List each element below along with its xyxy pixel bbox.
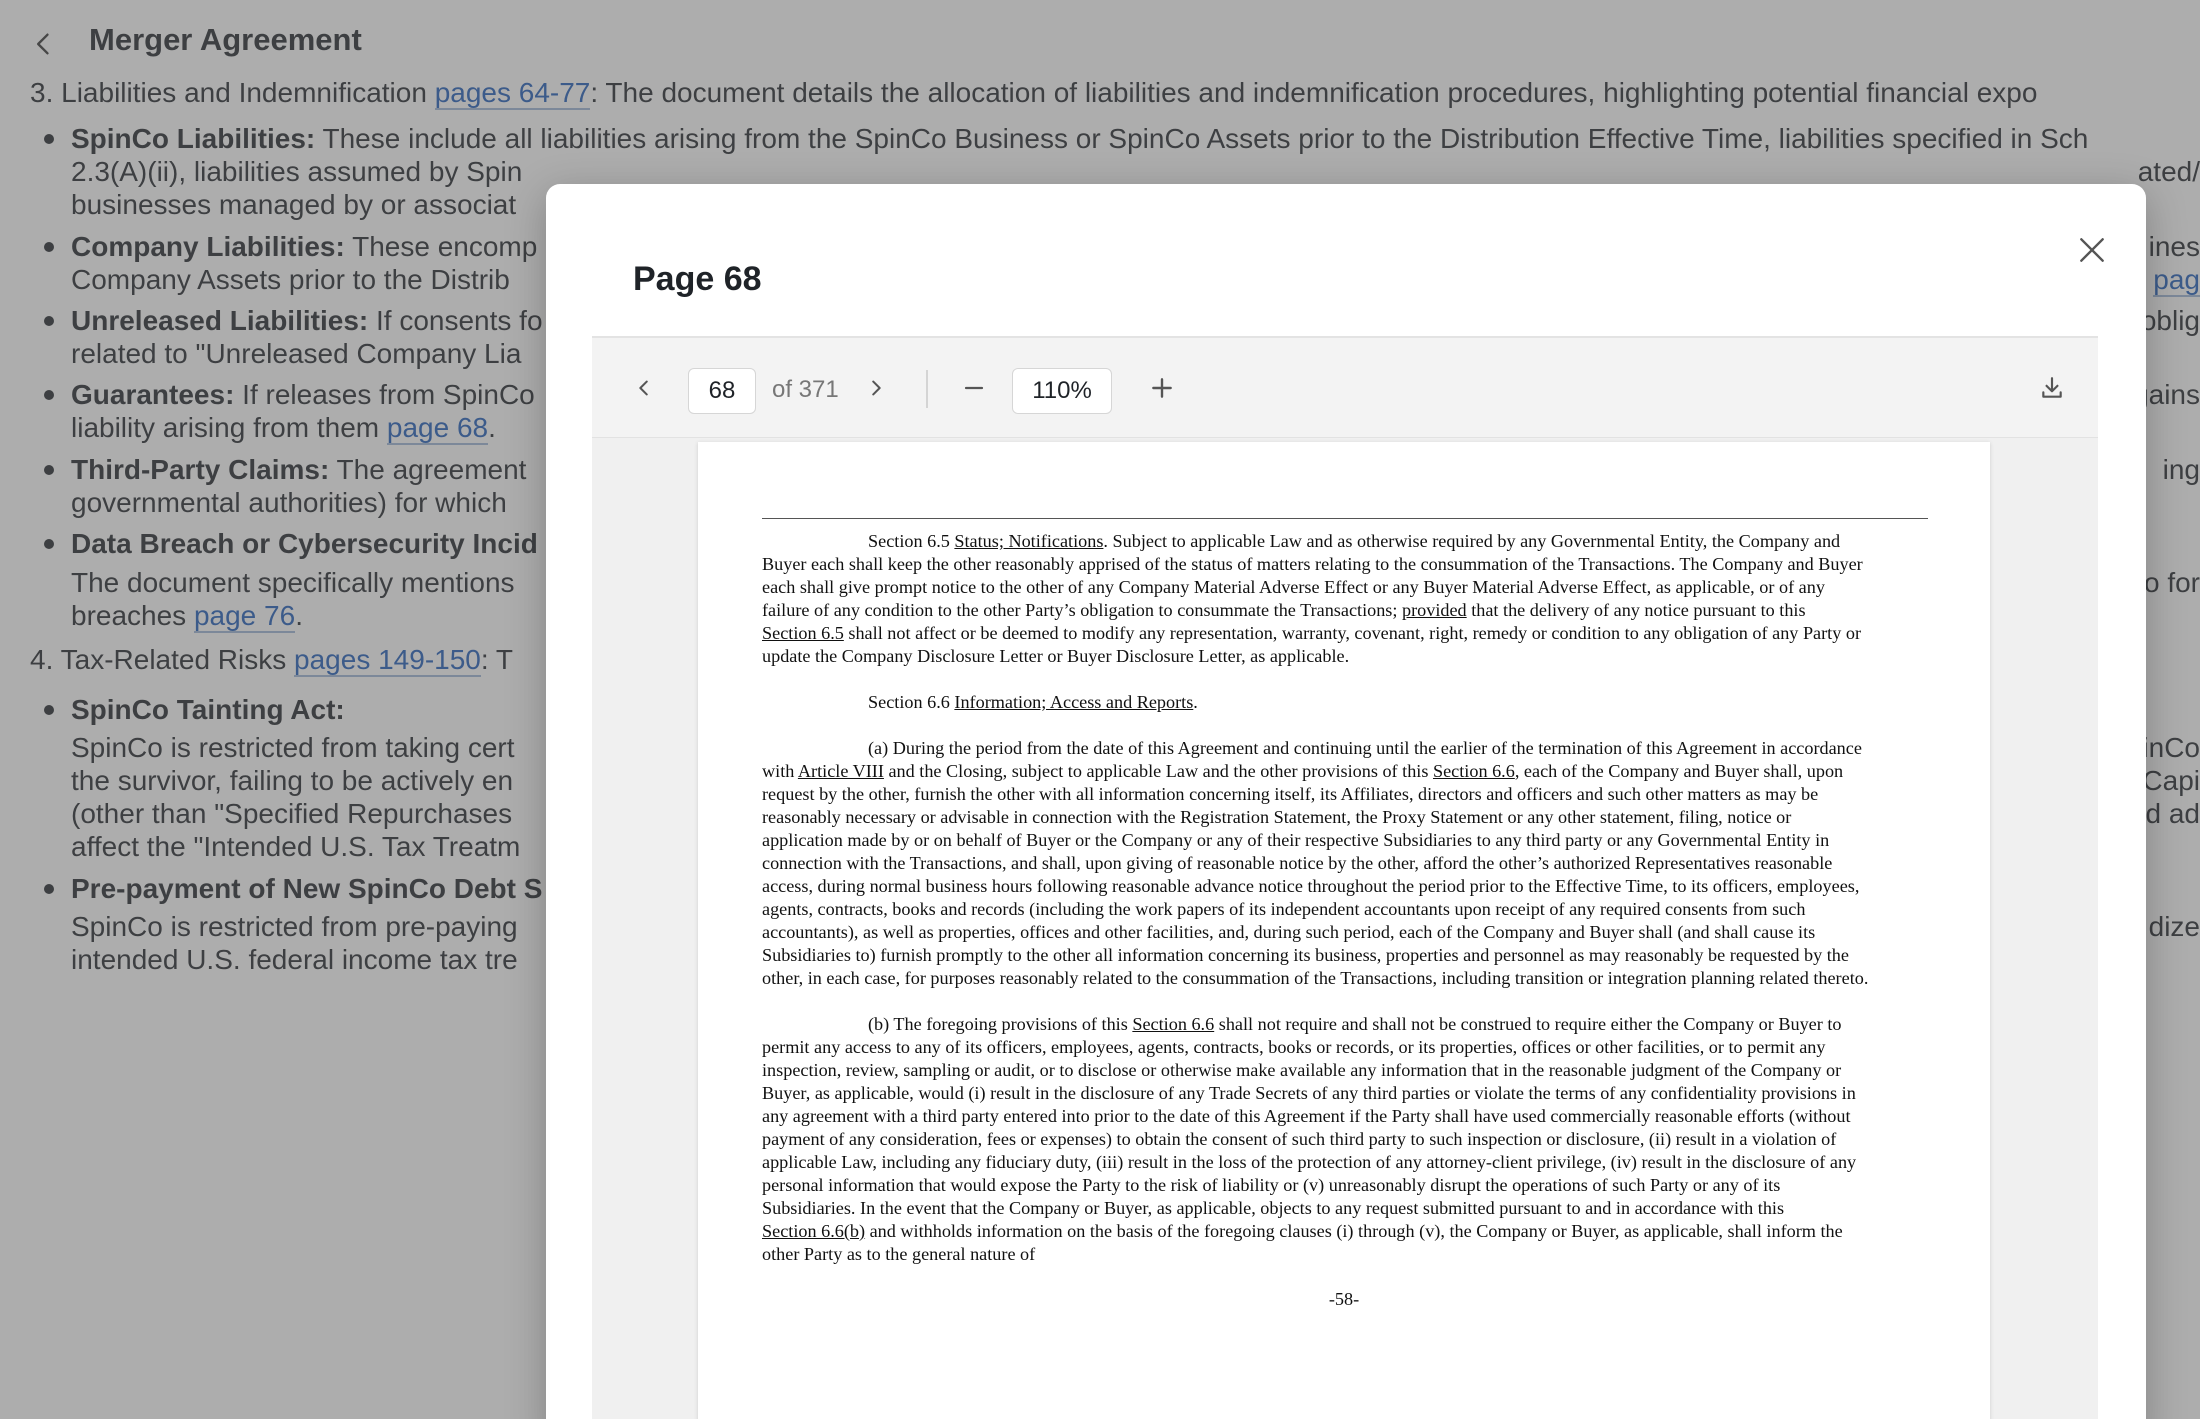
page-text-line xyxy=(868,737,1862,760)
text-span: permit any access to any of its officers, employees, agents, contracts, books or records, or its properties, offices or other facilities, or to permit any xyxy=(762,1037,1826,1057)
page-text-line xyxy=(868,1013,1842,1036)
text-span: Subsidiaries to) furnish promptly to the other all information concerning its business, properties and personnel as may reasonably be requested by the xyxy=(762,945,1849,965)
underlined-reference: Status; Notifications xyxy=(954,531,1104,551)
zoom-level[interactable]: 110% xyxy=(1012,368,1112,414)
text-span: (b) The foregoing provisions of this xyxy=(868,1014,1133,1034)
text-span: each shall give prompt notice to the other of any Company Material Adverse Effect or any Buyer Material Adverse Effect, as applicable, or of any xyxy=(762,577,1825,597)
page-text-line xyxy=(762,622,1861,645)
page-text-line xyxy=(762,1059,1841,1082)
text-span: application made by or on behalf of Buyer or the Company or any of their respective Subsidiaries to any third party or any Governmental Entity in xyxy=(762,830,1830,850)
page-header-rule xyxy=(762,518,1928,519)
underlined-reference: Article VIII xyxy=(797,761,884,781)
text-span: Section 6.5 xyxy=(868,531,955,551)
text-span: reasonably necessary or advisable in connection with the Registration Statement, the Proxy Statement or any other statement, filing, notice or xyxy=(762,807,1792,827)
text-span: Buyer, as applicable, would (i) result in the disclosure of any Trade Secrets of any third parties or violate the terms of any confidentiality provisions in xyxy=(762,1083,1856,1103)
page-text-line xyxy=(762,760,1843,783)
page-text-line xyxy=(762,783,1818,806)
text-span: payment of any consideration, fees or expenses) to obtain the consent of such third party to such inspection or disclosure, (ii) result in a violation of xyxy=(762,1129,1837,1149)
page-text-line xyxy=(868,691,1198,714)
pdf-page xyxy=(698,442,1990,1419)
page-text-line xyxy=(762,1197,1784,1220)
page-text-line xyxy=(762,898,1805,921)
page-text-line xyxy=(868,530,1840,553)
chevron-left-icon xyxy=(633,377,655,399)
text-span: update the Company Disclosure Letter or Buyer Disclosure Letter, as applicable. xyxy=(762,646,1350,666)
page-text-line xyxy=(762,806,1791,829)
text-span: shall not affect or be deemed to modify any representation, warranty, covenant, right, remedy or condition to any obligation of any Party or xyxy=(843,623,1862,643)
pdf-viewer xyxy=(592,338,2098,1419)
text-span: request by the other, furnish the other with all information concerning itself, its Affiliates, directors and officers and such other matters as may be xyxy=(762,784,1819,804)
close-icon xyxy=(2076,234,2108,266)
text-span: applicable Law, including any fiduciary duty, (iii) result in the loss of the protection of any attorney-client privilege, (iv) result in the disclosure of any xyxy=(762,1152,1857,1172)
modal-title: Page 68 xyxy=(633,260,762,298)
text-span: inspection, review, sampling or audit, or to disclose or otherwise make available any information that in the reasonable judgment of the Company or xyxy=(762,1060,1842,1080)
underlined-reference: Section 6.6(b) xyxy=(762,1221,866,1241)
underlined-reference: provided xyxy=(1402,600,1467,620)
text-span: , each of the Company and Buyer shall, upon xyxy=(1514,761,1844,781)
zoom-out-button[interactable] xyxy=(952,366,996,410)
text-span: any agreement with a third party entered into prior to the date of this Agreement if the Party shall have used commercially reasonable efforts (without xyxy=(762,1106,1851,1126)
page-text-line xyxy=(762,553,1863,576)
text-span: Buyer each shall keep the other reasonably apprised of the status of matters relating to the consummation of the Transactions. The Company and Buyer xyxy=(762,554,1863,574)
page-text-line xyxy=(762,1151,1856,1174)
underlined-reference: Section 6.5 xyxy=(762,623,844,643)
chevron-right-icon xyxy=(865,377,887,399)
page-footer-number: -58- xyxy=(1328,1289,1360,1309)
page-text-line xyxy=(762,645,1349,668)
text-span: with xyxy=(762,761,798,781)
viewer-toolbar xyxy=(592,338,2098,438)
text-span: personal information that would expose the Party to the risk of liability or (v) unreasonably disrupt the operations of such Party or any of its xyxy=(762,1175,1781,1195)
text-span: that the delivery of any notice pursuant to this xyxy=(1466,600,1806,620)
page-text-line xyxy=(762,1243,1035,1266)
text-span: . Subject to applicable Law and as otherwise required by any Governmental Entity, the Company and xyxy=(1103,531,1841,551)
text-span: access, during normal business hours following reasonable advance notice throughout the period prior to the Effective Time, to its officers, employees, xyxy=(762,876,1860,896)
page-text-line xyxy=(762,1082,1856,1105)
minus-icon xyxy=(962,376,986,400)
page-text-line xyxy=(762,829,1829,852)
download-button[interactable] xyxy=(2030,366,2074,410)
download-icon xyxy=(2039,375,2065,401)
page-text-line xyxy=(762,1036,1825,1059)
page-text-line xyxy=(762,576,1825,599)
page-text-line xyxy=(762,599,1806,622)
text-span: (a) During the period from the date of this Agreement and continuing until the earlier of the termination of this Agreement in accordance xyxy=(868,738,1862,758)
page-text-line xyxy=(762,1174,1780,1197)
text-span: connection with the Transactions, and shall, upon giving of reasonable notice by the other, afford the other’s authorized Representatives reasonable xyxy=(762,853,1833,873)
text-span: and withholds information on the basis of the foregoing clauses (i) through (v), the Company or Buyer, as applicable, shall inform the xyxy=(865,1221,1843,1241)
text-span: Section 6.6 xyxy=(868,692,955,712)
zoom-in-button[interactable] xyxy=(1140,366,1184,410)
text-span: and the Closing, subject to applicable Law and the other provisions of this xyxy=(883,761,1433,781)
page-text-line xyxy=(762,875,1859,898)
page-number-input[interactable]: 68 xyxy=(688,368,756,414)
page-text-line xyxy=(762,921,1815,944)
page-text-line xyxy=(762,1128,1836,1151)
text-span: failure of any condition to the other Party’s obligation to consummate the Transactions; xyxy=(762,600,1402,620)
next-page-button[interactable] xyxy=(854,366,898,410)
underlined-reference: Section 6.6 xyxy=(1132,1014,1215,1034)
text-span: shall not require and shall not be construed to require either the Company or Buyer to xyxy=(1214,1014,1842,1034)
page-text-line xyxy=(762,1220,1843,1243)
page-text-line xyxy=(762,852,1832,875)
text-span: other Party as to the general nature of xyxy=(762,1244,1036,1264)
plus-icon xyxy=(1149,375,1175,401)
text-span: agents, contracts, books and records (including the work papers of its independent accountants upon receipt of any required consents from such xyxy=(762,899,1806,919)
page-preview-modal xyxy=(546,184,2146,1419)
text-span: . xyxy=(1193,692,1198,712)
underlined-reference: Section 6.6 xyxy=(1432,761,1515,781)
underlined-reference: Information; Access and Reports xyxy=(954,692,1194,712)
page-text-line xyxy=(762,967,1868,990)
text-span: Subsidiaries. In the event that the Company or Buyer, as applicable, objects to any request submitted pursuant to and in accordance with this xyxy=(762,1198,1785,1218)
toolbar-separator xyxy=(926,370,928,408)
page-text-line xyxy=(762,944,1849,967)
page-text-line xyxy=(762,1105,1851,1128)
text-span: other, in each case, for purposes reasonably related to the consummation of the Transactions, including transition or integration planning related thereto. xyxy=(762,968,1869,988)
text-span: accountants), as well as properties, offices and other facilities, and, during such period, each of the Company and Buyer shall (and shall cause its xyxy=(762,922,1816,942)
close-button[interactable] xyxy=(2066,224,2118,276)
prev-page-button[interactable] xyxy=(622,366,666,410)
page-total-label: of 371 xyxy=(772,376,839,403)
